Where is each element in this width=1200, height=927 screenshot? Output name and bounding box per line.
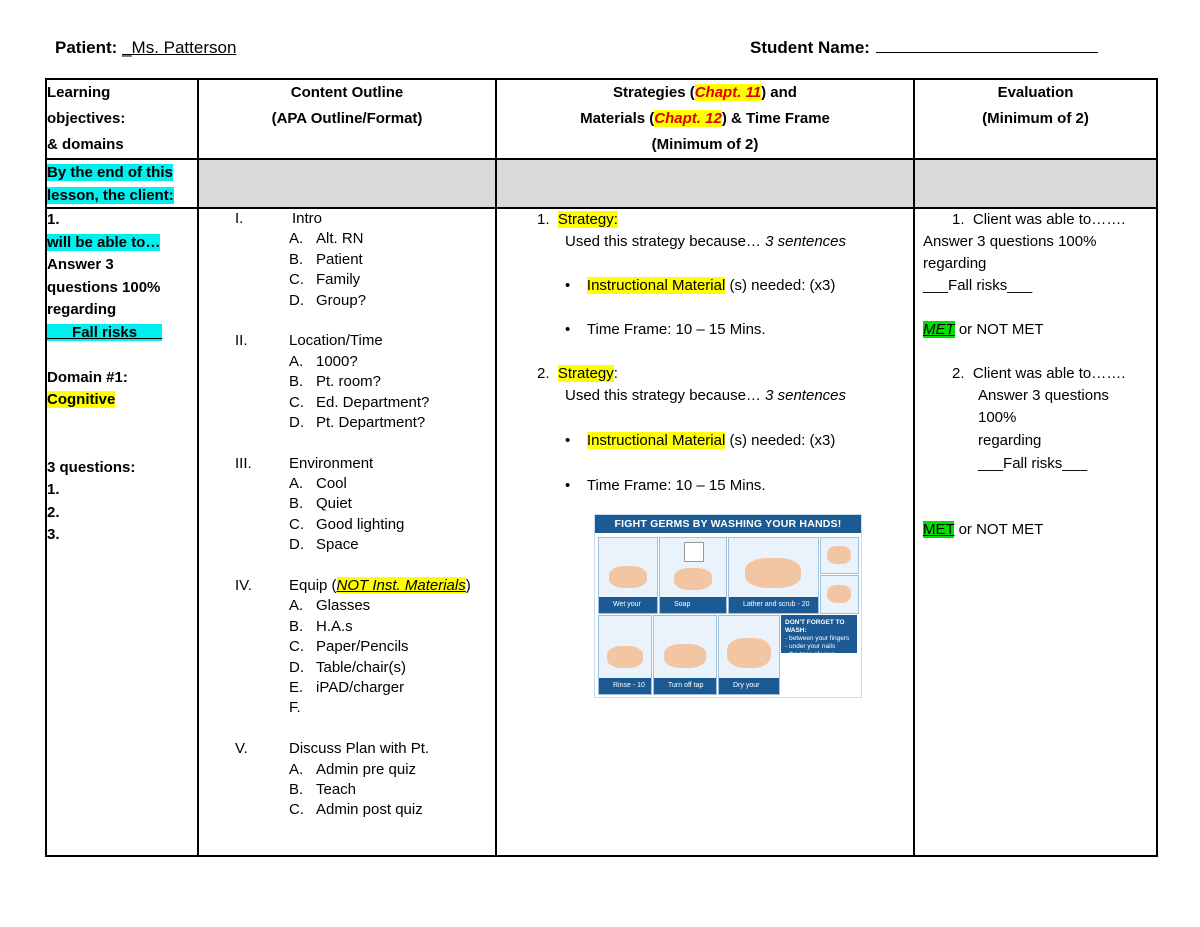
- evaluation-header: [914, 79, 1157, 159]
- subheader-cell: [46, 159, 198, 208]
- outline-item-letter: A.: [289, 230, 304, 248]
- hand-shape: [674, 568, 712, 590]
- outline-item-text: Ed. Department?: [316, 393, 430, 411]
- header-text: (Minimum of 2): [982, 110, 1089, 127]
- outline-roman: II.: [235, 332, 248, 350]
- strategy-1-heading: [537, 209, 618, 232]
- outline-item: [199, 393, 495, 413]
- eval-2-line: [952, 363, 1125, 386]
- outline-item-letter: D.: [289, 536, 304, 554]
- strategy-label: Strategy: [557, 365, 614, 382]
- timeframe-text: Time Frame: 10 – 15 Mins.: [586, 477, 766, 494]
- outline-item: [199, 678, 495, 698]
- eval-topic[interactable]: ___Fall risks___: [923, 277, 1033, 294]
- outline-item: [199, 515, 495, 535]
- outline-item-text: Quiet: [316, 495, 352, 513]
- strategies-header: [496, 79, 914, 159]
- strategy-1-material: • Instructional Material (s) needed: (x3): [565, 277, 836, 294]
- timeframe-text: Time Frame: 10 – 15 Mins.: [586, 321, 766, 338]
- eval-number: 2.: [952, 365, 965, 382]
- outline-roman: I.: [235, 210, 244, 227]
- outline-item-letter: A.: [289, 760, 304, 778]
- outline-roman: IV.: [235, 577, 252, 595]
- outline-header: [198, 79, 496, 159]
- outline-item: [199, 535, 495, 555]
- eval-topic[interactable]: ___Fall risks___: [978, 455, 1088, 472]
- outline-item: [199, 698, 495, 718]
- outline-item: [199, 760, 495, 780]
- gray-cell: [198, 159, 496, 208]
- outline-item-letter: B.: [289, 373, 304, 391]
- strategy-number: 1.: [537, 211, 550, 228]
- hand-shape: [607, 646, 643, 668]
- eval-1-result: [923, 319, 1044, 342]
- outline-item-text: Pt. Department?: [316, 413, 426, 431]
- objective-topic[interactable]: ___Fall risks___: [47, 323, 163, 341]
- outline-item-letter: D.: [289, 413, 304, 431]
- strategy-1-because: [565, 231, 846, 254]
- outline-title-part: Equip (: [289, 577, 337, 595]
- header-text: Learning: [47, 84, 111, 101]
- outline-section-title: Environment: [289, 454, 374, 472]
- outline-item-text: Admin post quiz: [316, 801, 423, 819]
- subheader-row: [46, 159, 1157, 208]
- poster-step-1: [598, 537, 658, 614]
- step-caption: Turn off tap: [654, 678, 716, 694]
- outline-item: [199, 596, 495, 616]
- outline-item: [199, 413, 495, 433]
- student-name-line: [750, 38, 1098, 58]
- question-item[interactable]: 2.: [47, 503, 60, 521]
- questions-label: 3 questions:: [47, 458, 136, 476]
- objective-will: will be able to…: [47, 233, 161, 251]
- hand-shape: [727, 638, 771, 668]
- outline-item: [199, 352, 495, 372]
- outline-item-letter: E.: [289, 678, 304, 696]
- objectives-cell: [46, 208, 198, 856]
- outline-item-letter: B.: [289, 617, 304, 635]
- outline-item-letter: B.: [289, 495, 304, 513]
- outline-list: [199, 209, 495, 821]
- outline-item: [199, 270, 495, 290]
- strategy-label: Strategy:: [557, 211, 618, 228]
- outline-item-letter: A.: [289, 352, 304, 370]
- outline-item: [199, 250, 495, 270]
- eval-answer: Answer 3 questions 100%: [923, 233, 1097, 250]
- outline-item-letter: C.: [289, 801, 304, 819]
- eval-number: 1.: [952, 211, 965, 228]
- header-text-part: Strategies (: [613, 84, 695, 101]
- outline-item-letter: D.: [289, 291, 304, 309]
- outline-item-letter: B.: [289, 780, 304, 798]
- material-label: Instructional Material: [586, 432, 726, 449]
- outline-item: [199, 637, 495, 657]
- header-row: [46, 79, 1157, 159]
- outline-item-text: Space: [316, 536, 359, 554]
- outline-item-letter: D.: [289, 658, 304, 676]
- hand-shape: [827, 546, 851, 564]
- outline-item-letter: C.: [289, 638, 304, 656]
- outline-title-part: ): [465, 577, 471, 595]
- header-text: Evaluation: [997, 84, 1074, 101]
- poster-step-3: [728, 537, 819, 614]
- outline-title-note: NOT Inst. Materials: [336, 577, 466, 595]
- poster-step-4: [598, 615, 652, 705]
- step-caption: Lather and scrub - 20: [729, 597, 818, 613]
- header-text-part: Materials (: [580, 110, 655, 127]
- step-caption: Dry your hands: [719, 678, 779, 694]
- outline-roman: V.: [235, 740, 248, 758]
- met-label[interactable]: MET: [923, 521, 955, 538]
- eval-text: Client was able to…….: [972, 365, 1126, 382]
- subheader-text: lesson, the client:: [47, 186, 174, 204]
- eval-answer: 100%: [978, 409, 1017, 426]
- reminder-item: - under your nails: [785, 643, 836, 650]
- student-label: Student Name:: [750, 38, 870, 57]
- header-text: objectives:: [47, 110, 126, 127]
- outline-roman: III.: [235, 454, 252, 472]
- strategy-2-heading: [537, 363, 618, 386]
- patient-line: [55, 38, 236, 58]
- outline-item-letter: A.: [289, 597, 304, 615]
- strategy-label-colon: :: [613, 365, 618, 382]
- outline-section-title: [289, 576, 471, 596]
- hand-shape: [609, 566, 647, 588]
- header-text: & domains: [47, 136, 124, 153]
- outline-item-text: Teach: [316, 780, 357, 798]
- reminder-item: - between your fingers: [785, 635, 850, 642]
- because-text: Used this strategy because…: [565, 387, 761, 404]
- header-text: Content Outline: [290, 84, 404, 101]
- header-text-part: ) and: [761, 84, 797, 101]
- domain-value: Cognitive: [47, 391, 116, 408]
- outline-item: [199, 229, 495, 249]
- outline-item-letter: A.: [289, 475, 304, 493]
- outline-section-heading: [199, 454, 495, 474]
- subheader-text: By the end of this: [47, 164, 173, 181]
- hand-shape: [745, 558, 801, 588]
- eval-1-line: [952, 209, 1125, 232]
- outline-section-heading: [199, 576, 495, 596]
- objective-text: regarding: [47, 301, 117, 318]
- eval-2-result: [923, 519, 1043, 542]
- outline-item: [199, 617, 495, 637]
- because-text: Used this strategy because…: [565, 233, 761, 250]
- outline-item: [199, 474, 495, 494]
- gray-cell: [496, 159, 914, 208]
- outline-section-heading: [199, 209, 495, 229]
- strategies-cell: [496, 208, 914, 856]
- student-name-field[interactable]: [876, 38, 1098, 53]
- outline-item-letter: C.: [289, 271, 304, 289]
- eval-regarding: regarding: [978, 432, 1042, 449]
- outline-item-text: Good lighting: [316, 515, 405, 533]
- outline-item-text: Glasses: [316, 597, 371, 615]
- outline-section-title: Location/Time: [289, 332, 383, 350]
- reminder-item: - the tops of your hands: [785, 651, 834, 666]
- objectives-header: [46, 79, 198, 159]
- step-caption: Rinse - 10 sec: [599, 678, 651, 694]
- patient-label: Patient:: [55, 38, 118, 57]
- outline-item-text: Cool: [316, 475, 347, 493]
- eval-text: Client was able to…….: [972, 211, 1126, 228]
- outline-section-heading: [199, 331, 495, 351]
- hand-shape: [827, 585, 851, 603]
- eval-answer: Answer 3 questions: [978, 387, 1109, 404]
- notmet-label[interactable]: or NOT MET: [954, 521, 1044, 538]
- handwashing-poster: [594, 514, 862, 705]
- outline-item-text: Pt. room?: [316, 373, 382, 391]
- header-text-part: ) & Time Frame: [721, 110, 830, 127]
- question-item[interactable]: 1.: [47, 481, 60, 498]
- outline-item: [199, 291, 495, 311]
- outline-section-title: Discuss Plan with Pt.: [289, 740, 430, 758]
- outline-item-text: Patient: [316, 250, 363, 268]
- evaluation-cell: [914, 208, 1157, 856]
- outline-item-letter: C.: [289, 393, 304, 411]
- outline-item-text: Family: [316, 271, 361, 289]
- poster-step-2: [659, 537, 727, 614]
- hand-shape: [664, 644, 706, 668]
- poster-reminder: [781, 615, 857, 666]
- met-label[interactable]: MET: [923, 321, 955, 338]
- outline-item-letter: F.: [289, 699, 301, 717]
- header-text: (APA Outline/Format): [271, 110, 423, 127]
- outline-item-text: Group?: [316, 291, 367, 309]
- outline-item-letter: C.: [289, 515, 304, 533]
- question-item[interactable]: 3.: [47, 526, 60, 543]
- teaching-plan-table: [45, 78, 1158, 857]
- sentences-note: 3 sentences: [765, 233, 846, 250]
- outline-item-letter: B.: [289, 250, 304, 268]
- outline-item: [199, 372, 495, 392]
- objective-number: 1.: [47, 211, 60, 228]
- step-caption: Wet your: [599, 597, 657, 613]
- poster-step-5: [653, 615, 717, 695]
- material-label: Instructional Material: [586, 277, 726, 294]
- poster-title: FIGHT GERMS BY WASHING YOUR HANDS!: [595, 515, 861, 533]
- patient-name[interactable]: _Ms. Patterson: [122, 38, 237, 57]
- strategy-2-material: • Instructional Material (s) needed: (x3): [565, 432, 836, 449]
- page-header: [55, 38, 1105, 62]
- gray-cell: [914, 159, 1157, 208]
- soap-dispenser-shape: [684, 542, 704, 562]
- outline-item: [199, 658, 495, 678]
- header-text: (Minimum of 2): [651, 136, 759, 153]
- outline-item-text: Alt. RN: [316, 230, 364, 248]
- outline-cell: [198, 208, 496, 856]
- strategy-1-timeframe: • Time Frame: 10 – 15 Mins.: [565, 321, 766, 338]
- domain-label: Domain #1:: [47, 368, 128, 386]
- material-rest: (s) needed: (x3): [725, 432, 836, 449]
- outline-item: [199, 800, 495, 820]
- poster-step-6: [718, 615, 780, 705]
- outline-item-text: 1000?: [316, 352, 358, 370]
- outline-item-text: H.A.s: [316, 617, 353, 635]
- outline-item: [199, 780, 495, 800]
- chapter-ref: Chapt. 11: [694, 84, 762, 101]
- notmet-label[interactable]: or NOT MET: [954, 321, 1044, 338]
- poster-step-3-detail: [820, 575, 859, 614]
- header-text: [497, 80, 913, 106]
- outline-item-text: Table/chair(s): [316, 658, 407, 676]
- poster-step-3-detail: [820, 537, 859, 574]
- strategy-number: 2.: [537, 365, 550, 382]
- header-text: [497, 106, 913, 132]
- strategy-2-timeframe: • Time Frame: 10 – 15 Mins.: [565, 477, 766, 494]
- material-rest: (s) needed: (x3): [725, 277, 836, 294]
- chapter-ref: Chapt. 12: [654, 110, 722, 127]
- step-caption: Soap: [660, 597, 726, 613]
- objective-text: Answer 3: [47, 256, 114, 273]
- outline-section-heading: [199, 739, 495, 759]
- outline-item-text: iPAD/charger: [316, 678, 405, 696]
- outline-item-text: Admin pre quiz: [316, 760, 417, 778]
- outline-item: [199, 494, 495, 514]
- sentences-note: 3 sentences: [765, 387, 846, 404]
- objective-text: questions 100%: [47, 278, 161, 296]
- eval-regarding: regarding: [923, 255, 987, 272]
- reminder-title: DON'T FORGET TO WASH:: [785, 619, 845, 634]
- strategy-2-because: [565, 385, 846, 408]
- outline-item-text: Paper/Pencils: [316, 638, 409, 656]
- content-row: [46, 208, 1157, 856]
- outline-section-title: Intro: [292, 210, 323, 227]
